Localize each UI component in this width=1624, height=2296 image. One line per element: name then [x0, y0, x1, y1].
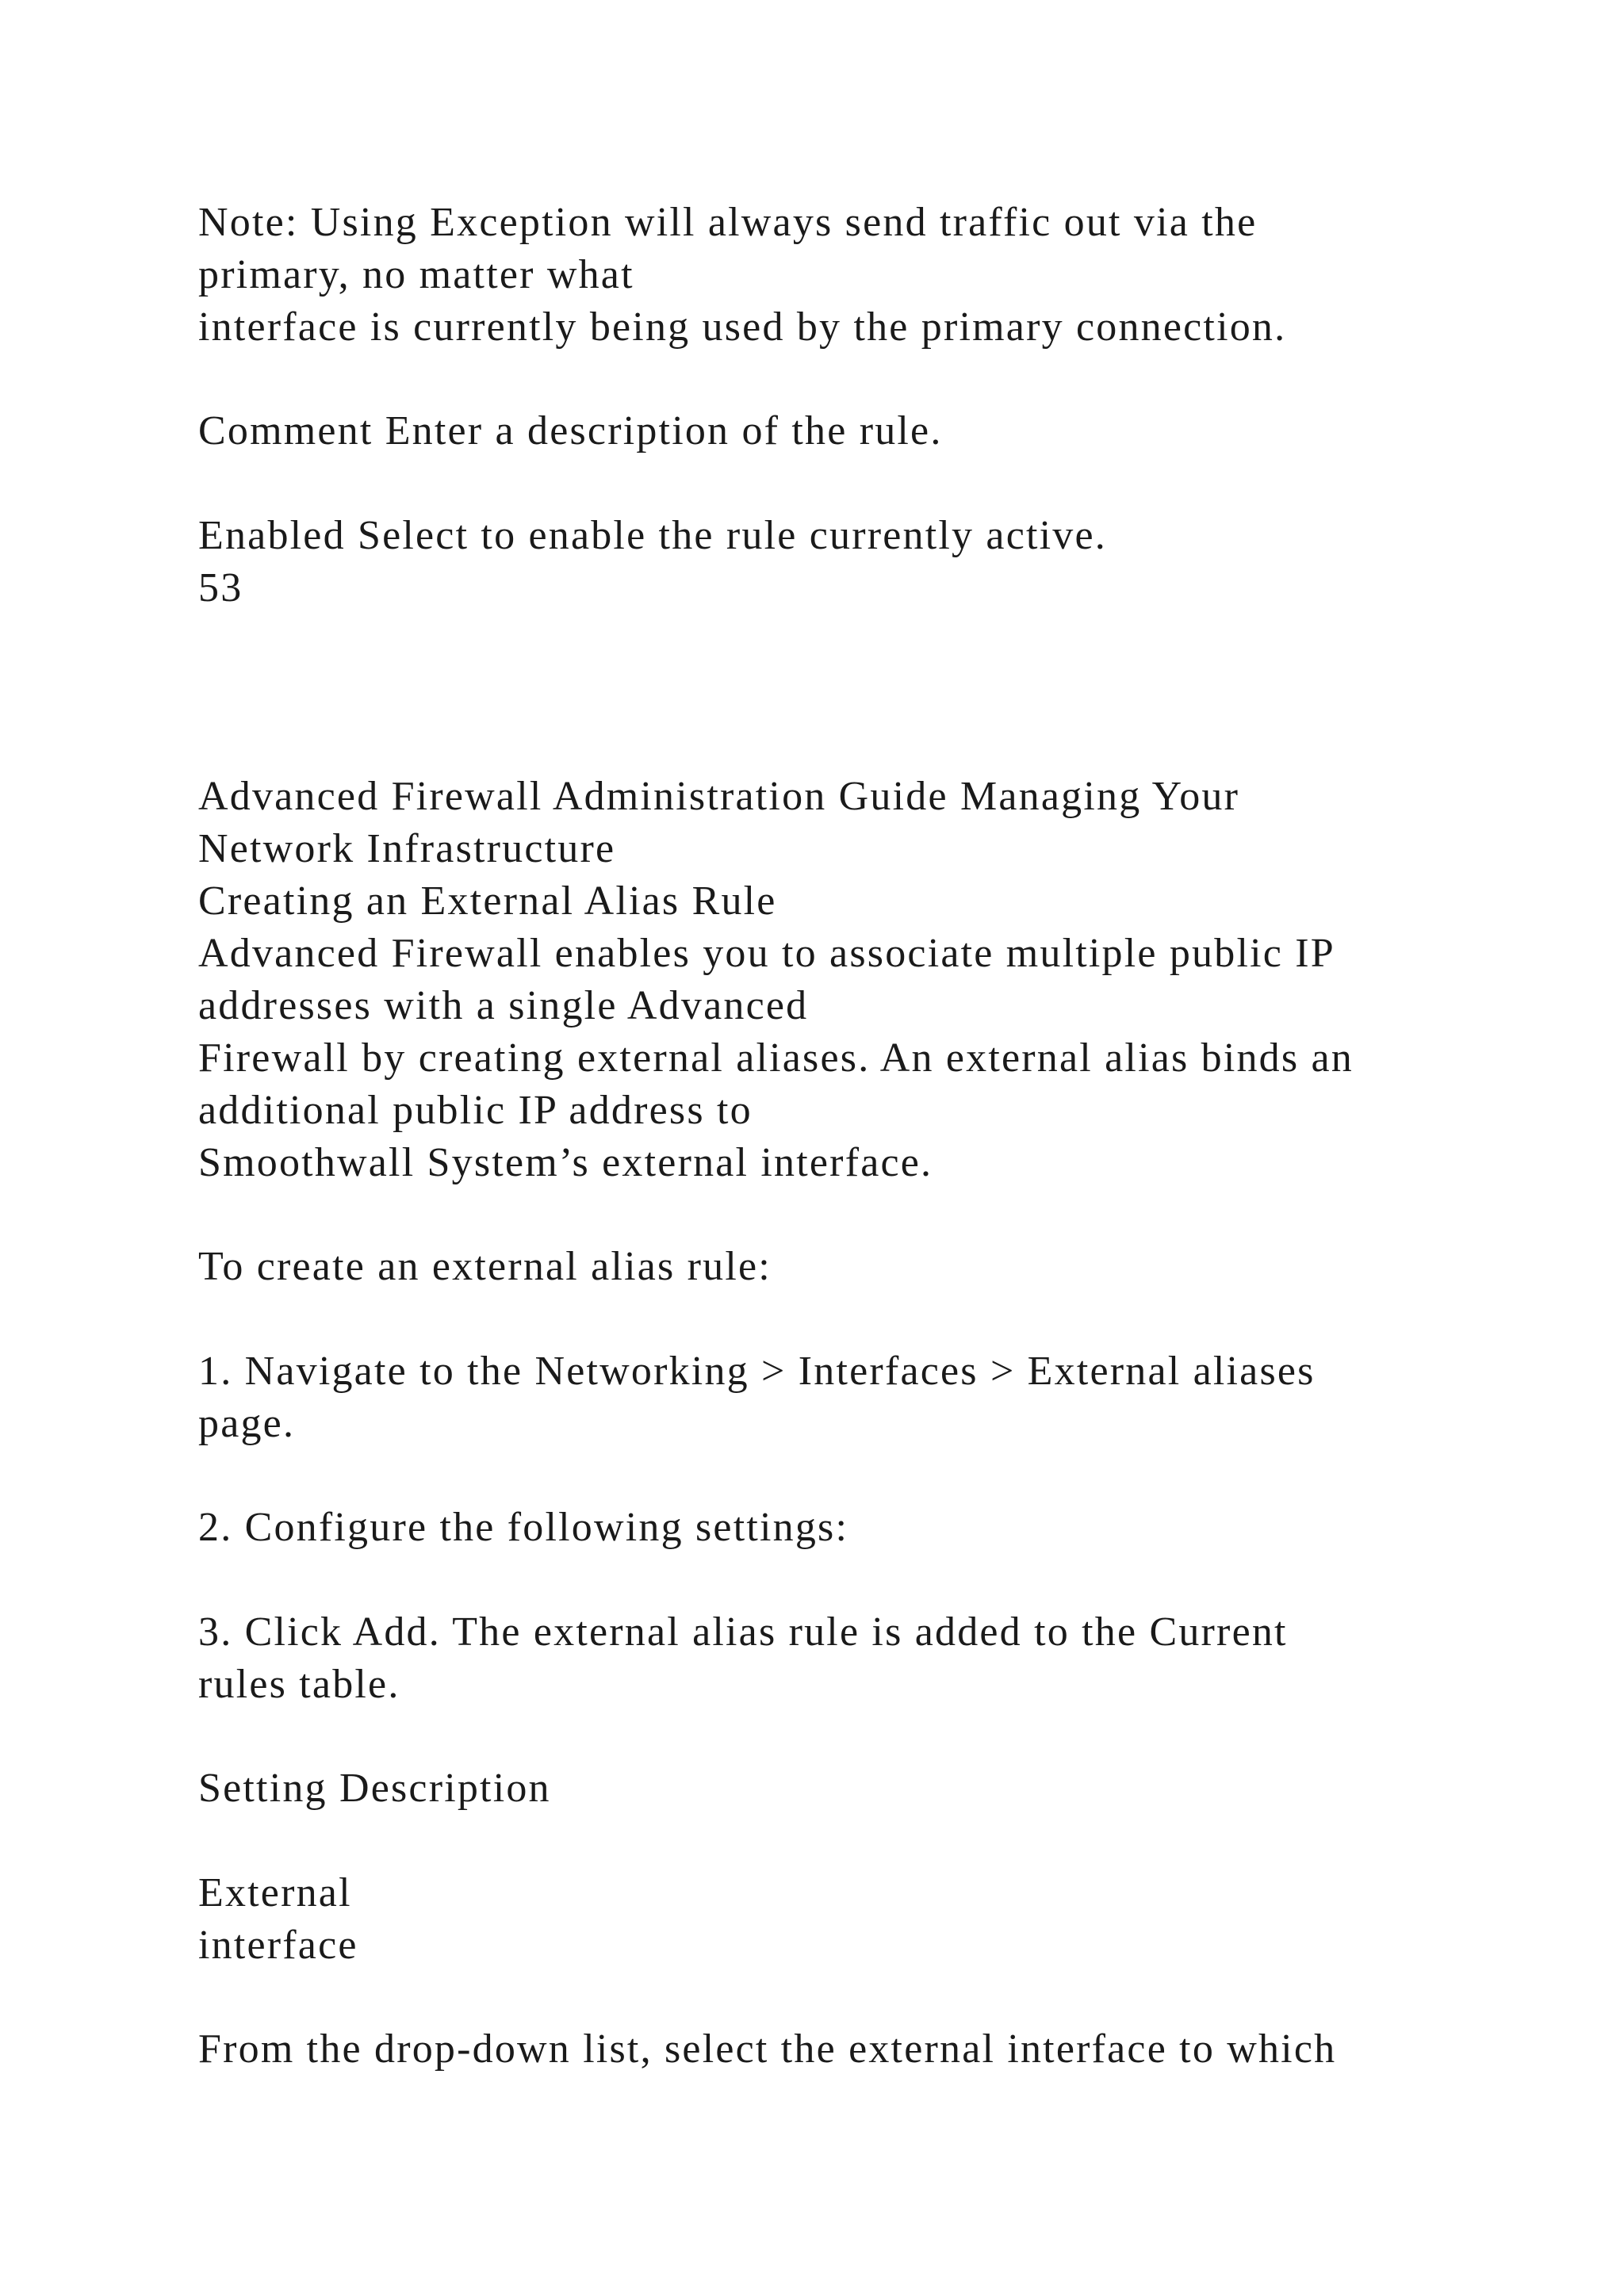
step-2: 2. Configure the following settings: — [198, 1505, 849, 1550]
intro-line-5: Smoothwall System’s external interface. — [198, 1140, 933, 1185]
guide-header-line-2: Network Infrastructure — [198, 826, 616, 871]
intro-line-1: Advanced Firewall enables you to associate multiple public IP — [198, 931, 1335, 976]
intro-line-2: addresses with a single Advanced — [198, 983, 809, 1028]
procedure-heading: To create an external alias rule: — [198, 1244, 772, 1289]
section-title: Creating an External Alias Rule — [198, 878, 777, 924]
note-line-1: Note: Using Exception will always send traffic out via the — [198, 200, 1258, 245]
step-1-line-1: 1. Navigate to the Networking > Interfaces > External aliases — [198, 1349, 1316, 1394]
setting-name-line-1: External — [198, 1870, 352, 1915]
setting-name-line-2: interface — [198, 1923, 358, 1968]
step-3-line-1: 3. Click Add. The external alias rule is added to the Current — [198, 1609, 1288, 1655]
intro-line-4: additional public IP address to — [198, 1088, 753, 1133]
step-3-line-2: rules table. — [198, 1662, 400, 1707]
guide-header-line-1: Advanced Firewall Administration Guide Managing Your — [198, 774, 1240, 819]
setting-description-line: From the drop-down list, select the external interface to which — [198, 2026, 1337, 2072]
intro-line-3: Firewall by creating external aliases. An external alias binds an — [198, 1035, 1354, 1081]
page-number: 53 — [198, 565, 243, 610]
enabled-setting-line: Enabled Select to enable the rule currently active. — [198, 513, 1107, 558]
comment-setting-line: Comment Enter a description of the rule. — [198, 408, 943, 453]
settings-table-header: Setting Description — [198, 1766, 551, 1811]
note-line-3: interface is currently being used by the primary connection. — [198, 304, 1287, 350]
step-1-line-2: page. — [198, 1401, 296, 1446]
note-line-2: primary, no matter what — [198, 252, 634, 297]
